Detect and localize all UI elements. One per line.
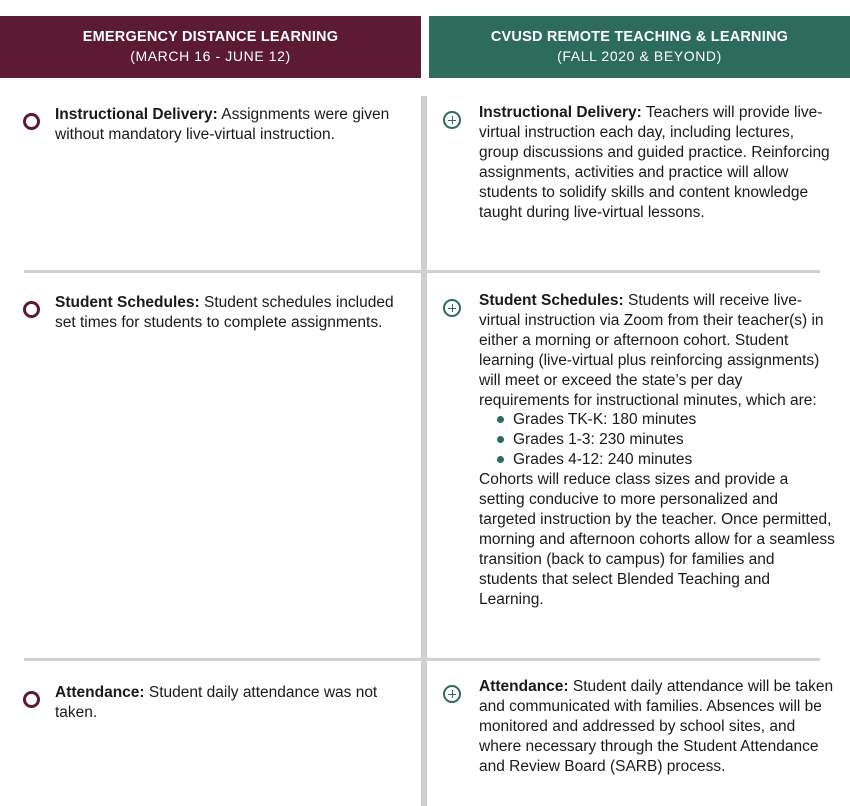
left-student-schedules — [55, 293, 395, 333]
item-label: Attendance: — [479, 678, 569, 695]
item-label: Attendance: — [55, 684, 145, 701]
left-instructional-delivery — [55, 105, 415, 145]
header-right-subtitle: (FALL 2020 & BEYOND) — [557, 48, 722, 64]
item-text-continued: Cohorts will reduce class sizes and provide a setting conducive to more personalized and targeted instruction by the teacher. Once permitted, morning and afternoon cohorts allow for a seamless transition (back to campus) for families and students that select Blended Teaching and Learning. — [479, 471, 835, 608]
item-text: Students will receive live-virtual instruction via Zoom from their teacher(s) in either a morning or afternoon cohort. Student learning (live-virtual plus reinforcing assignments) will meet or exceed the state’s per day requirements for instructional minutes, which are: — [479, 292, 824, 409]
minutes-list — [479, 410, 837, 470]
column-divider — [421, 96, 427, 806]
header-remote-teaching-learning — [429, 16, 850, 78]
item-text: Student daily attendance was not taken. — [55, 684, 378, 721]
plus-circle-icon — [443, 111, 461, 129]
circle-marker-icon — [23, 691, 40, 708]
item-text: Teachers will provide live-virtual instruction each day, including lectures, group discussions and guided practice. Reinforcing assignments, activities and practice will allow students to solidify skills and content knowledge taught during live-virtual lessons. — [479, 104, 830, 221]
right-student-schedules — [479, 291, 837, 610]
item-text: Student daily attendance will be taken and communicated with families. Absences will be monitored and addressed by school sites, and where necessary through the Student Attendance and Review Board (SARB) process. — [479, 678, 834, 775]
header-emergency-distance-learning — [0, 16, 421, 78]
list-item: Grades 1-3: 230 minutes — [497, 430, 837, 450]
header-right-title: CVUSD REMOTE TEACHING & LEARNING — [490, 29, 789, 45]
item-text: Student schedules included set times for students to complete assignments. — [55, 294, 394, 331]
list-item: Grades 4-12: 240 minutes — [497, 450, 837, 470]
right-attendance — [479, 677, 835, 777]
row-divider — [24, 658, 820, 661]
item-label: Instructional Delivery: — [479, 104, 642, 121]
header-left-subtitle: (MARCH 16 - JUNE 12) — [130, 48, 291, 64]
item-label: Instructional Delivery: — [55, 106, 218, 123]
item-label: Student Schedules: — [479, 292, 624, 309]
header-left-title: EMERGENCY DISTANCE LEARNING — [82, 29, 339, 45]
circle-marker-icon — [23, 301, 40, 318]
left-attendance — [55, 683, 415, 723]
right-instructional-delivery — [479, 103, 835, 222]
plus-circle-icon — [443, 299, 461, 317]
item-text: Assignments were given without mandatory live-virtual instruction. — [55, 106, 390, 143]
list-item: Grades TK-K: 180 minutes — [497, 410, 837, 430]
circle-marker-icon — [23, 113, 40, 130]
item-label: Student Schedules: — [55, 294, 200, 311]
plus-circle-icon — [443, 685, 461, 703]
row-divider — [24, 270, 820, 273]
